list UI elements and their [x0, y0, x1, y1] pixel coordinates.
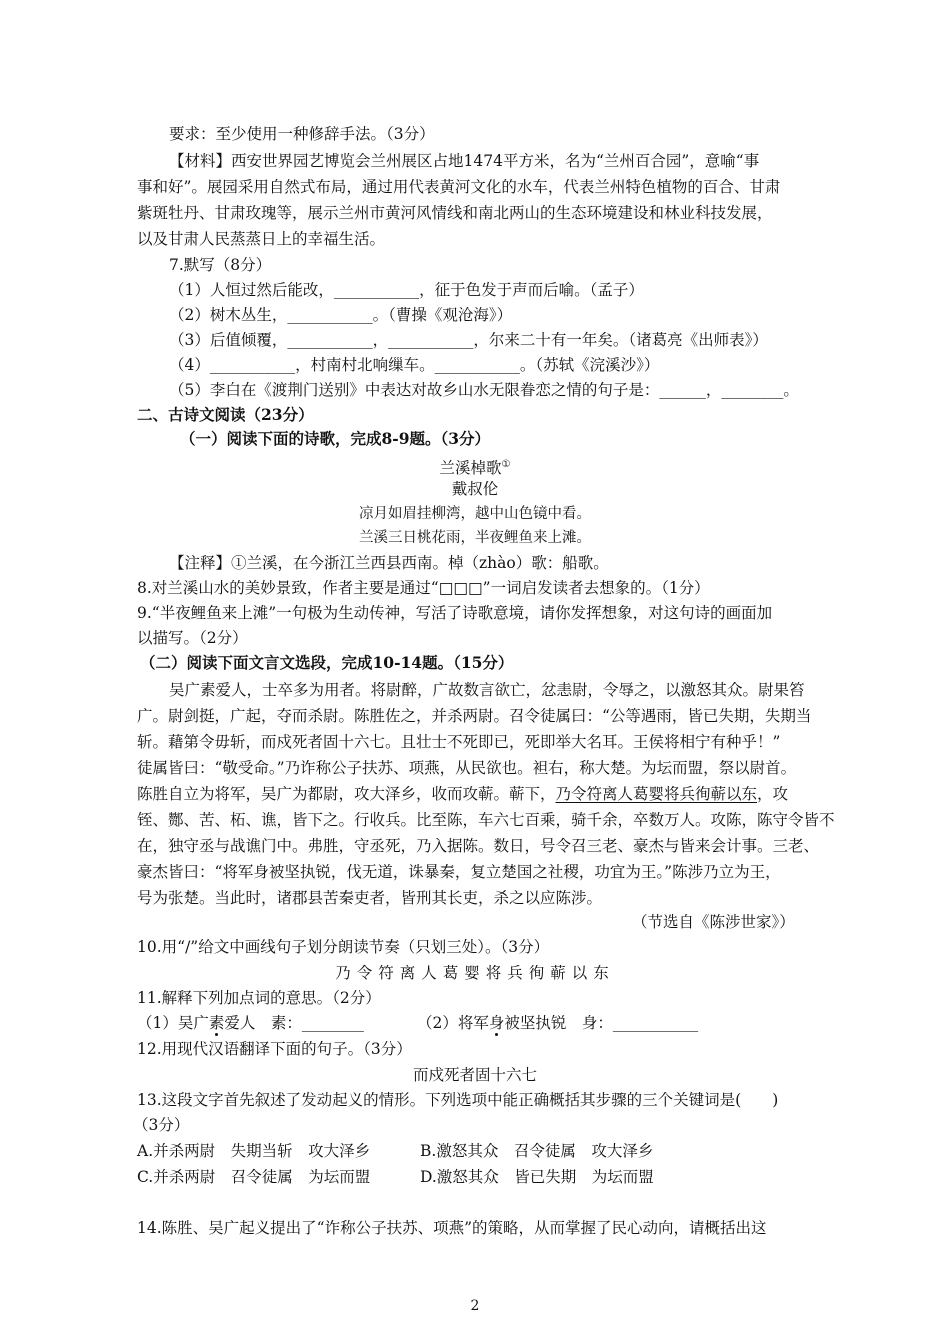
question-11-item-1 [137, 1012, 364, 1034]
passage-line [137, 783, 788, 805]
question-9-line: 9.“半夜鲤鱼来上滩”一句极为生动传神，写活了诗歌意境，请你发挥想象，对这句诗的画面加 [137, 604, 773, 622]
material-line: 【材料】西安世界园艺博览会兰州展区占地1474平方米，名为“兰州百合园”，意喻“事 [169, 152, 760, 170]
poem-author: 戴叔伦 [451, 480, 499, 498]
question-7-item: （5）李白在《渡荆门送别》中表达对故乡山水无限眷恋之情的句子是：______，________。 [169, 381, 799, 399]
option-d: D.激怒其众 皆已失期 为坛而盟 [420, 1168, 654, 1186]
poem-line: 兰溪三日桃花雨，半夜鲤鱼来上滩。 [359, 530, 591, 546]
question-12-sentence: 而戍死者固十六七 [412, 1066, 537, 1084]
material-line: 紫斑牡丹、甘肃玫瑰等，展示兰州市黄河风情线和南北两山的生态环境建设和林业科技发展， [137, 204, 773, 222]
passage-line: 号为张楚。当此时，诸郡县苦秦吏者，皆刑其长吏，杀之以应陈涉。 [137, 889, 603, 907]
option-a: A.并杀两尉 失期当斩 攻大泽乡 [137, 1142, 371, 1160]
poem-annotation: 【注释】①兰溪，在今浙江兰西县西南。棹（zhào）歌：船歌。 [169, 554, 609, 572]
question-10-sentence: 乃令符离人葛婴将兵徇蕲以东 [335, 964, 615, 982]
question-13-score: （3分） [133, 1116, 190, 1134]
passage-text: ，攻 [757, 785, 789, 803]
passage-line: 广。尉剑挺，广起，夺而杀尉。陈胜佐之，并杀两尉。召令徒属曰：“公等遇雨，皆已失期，失期当 [137, 707, 812, 725]
page-number: 2 [470, 1298, 480, 1314]
passage-line: 徒属皆曰：“敬受命。”乃诈称公子扶苏、项燕，从民欲也。袒右，称大楚。为坛而盟，祭以尉首。 [137, 759, 797, 777]
poem-note-mark: ① [501, 459, 511, 470]
poem-title-line [0, 454, 950, 479]
underlined-sentence: 乃令符离人葛婴将兵徇蕲以东 [555, 785, 758, 803]
dotted-word: 身 [488, 1014, 505, 1032]
q11-text: （2）将军 [417, 1014, 489, 1032]
passage-text: 陈胜自立为将军，吴广为都尉，攻大泽乡，收而攻蕲。蕲下， [137, 785, 556, 803]
poem-title: 兰溪棹歌 [439, 459, 502, 478]
passage-line: 铚、酂、苦、柘、谯，皆下之。行收兵。比至陈，车六七百乘，骑千余，卒数万人。攻陈，陈守令皆不 [137, 811, 835, 829]
part-2-heading: （二）阅读下面文言文选段，完成10-14题。（15分） [140, 653, 514, 672]
question-7-title: 7.默写（8分） [169, 256, 272, 274]
material-line: 事和好”。展园采用自然式布局，通过用代表黄河文化的水车，代表兰州特色植物的百合、甘肃 [137, 178, 781, 196]
question-12-title: 12.用现代汉语翻译下面的句子。（3分） [137, 1040, 412, 1058]
option-b: B.激怒其众 召令徒属 攻大泽乡 [420, 1142, 654, 1160]
question-8: 8.对兰溪山水的美妙景致，作者主要是通过“□□□”一词启发读者去想象的。（1分） [137, 579, 710, 597]
material-line: 以及甘肃人民蒸蒸日上的幸福生活。 [137, 230, 386, 248]
question-7-item: （2）树木丛生，___________。（曹操《观沧海》） [169, 306, 513, 324]
question-13-title: 13.这段文字首先叙述了发动起义的情形。下列选项中能正确概括其步骤的三个关键词是( ) [137, 1091, 779, 1109]
question-7-item: （3）后值倾覆，___________，___________，尔来二十有一年矣。（诸葛亮《出师表》） [169, 331, 768, 349]
section-2-heading: 二、古诗文阅读（23分） [137, 405, 314, 424]
question-14: 14.陈胜、吴广起义提出了“诈称公子扶苏、项燕”的策略，从而掌握了民心动向，请概括出这 [137, 1219, 767, 1237]
option-c: C.并杀两尉 召令徒属 为坛而盟 [137, 1168, 371, 1186]
dotted-word: 素 [208, 1014, 225, 1032]
q11-text: 爱人 素：________ [224, 1014, 364, 1032]
q11-text: 被坚执锐 身：___________ [504, 1014, 699, 1032]
requirement-line: 要求：至少使用一种修辞手法。（3分） [169, 125, 435, 143]
passage-line: 斩。藉第令毋斩，而戍死者固十六七。且壮士不死即已，死即举大名耳。王侯将相宁有种乎！” [137, 733, 781, 751]
part-1-heading: （一）阅读下面的诗歌，完成8-9题。（3分） [180, 429, 491, 448]
poem-line: 凉月如眉挂柳湾，越中山色镜中看。 [359, 506, 591, 522]
question-11-item-2 [417, 1012, 698, 1034]
question-7-item: （1）人恒过然后能改，___________，征于色发于声而后喻。（孟子） [169, 281, 644, 299]
passage-line: 吴广素爱人，士卒多为用者。将尉醉，广故数言欲亡，忿恚尉，令辱之，以激怒其众。尉果笞 [169, 681, 805, 699]
passage-line: 豪杰皆曰：“将军身被坚执锐，伐无道，诛暴秦，复立楚国之社稷，功宜为王。”陈涉乃立为王， [137, 863, 781, 881]
question-7-item: （4）___________，村南村北响缫车。___________。（苏轼《浣溪沙》） [169, 356, 660, 374]
passage-source: （节选自《陈涉世家》） [632, 913, 795, 931]
q11-text: （1）吴广 [137, 1014, 209, 1032]
question-10-title: 10.用“/”给文中画线句子划分朗读节奏（只划三处）。（3分） [137, 938, 550, 956]
passage-line: 在，独守丞与战谯门中。弗胜，守丞死，乃入据陈。数日，号令召三老、豪杰与皆来会计事。三老、 [137, 837, 820, 855]
question-11-title: 11.解释下列加点词的意思。（2分） [137, 989, 381, 1007]
question-9-line: 以描写。（2分） [137, 629, 248, 647]
